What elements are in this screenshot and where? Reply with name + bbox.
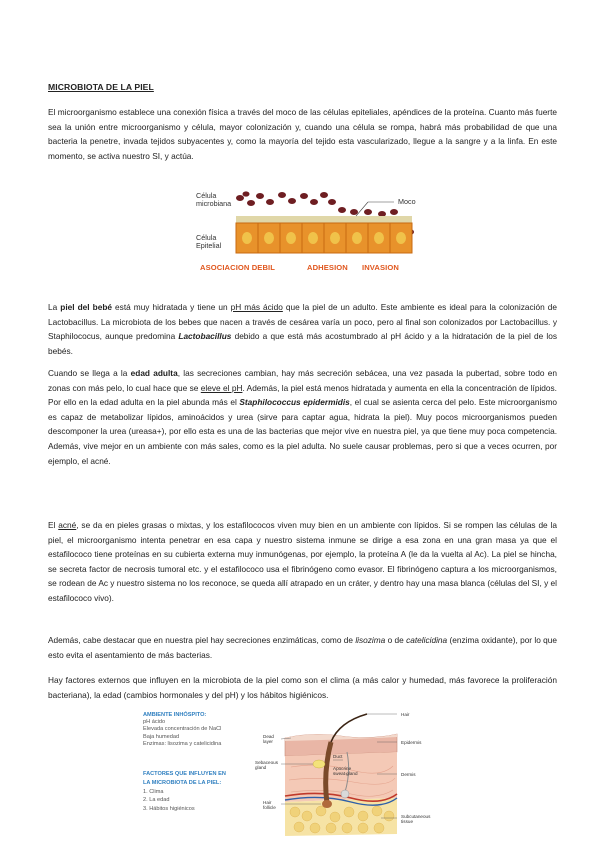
- paragraph-adult-skin: Cuando se llega a la edad adulta, las secreciones cambian, hay más secreción sebácea, una vez pasada la pubertad, sobre todo en zonas con más pelo, lo cual hace que se eleve el pH. Además, la piel está menos hidratada y aumenta en ella la concentración de lípidos. Por ello en la edad adulta en la piel abunda más el Staphilococcus epidermidis, el cual se asienta cerca del pelo. Este microorganismo es capaz de metabolizar lípidos, aminoácidos y urea (sirve para captar agua, hidrata la piel). Muy pocos microorganismos pueden descomponer la urea (ureasa+), por ello esta es una de las bacterias que mejor vive en nuestra piel, ya que tiene muy poca competencia. Además, vive mejor en un ambiente con más sales, como es la piel adulta. No suele causar problemas, pero si que a veces ocurren, por ejemplo, el acné.: [48, 368, 557, 466]
- tag-duct: Duct: [333, 754, 343, 759]
- label-epithelial-cell: Célula Epitelial: [196, 233, 222, 250]
- paragraph-external-factors: Hay factores externos que influyen en la microbiota de la piel como son el clima (a más calor y humedad, más favorece la proliferación bacteriana), la edad (cambios hormonales y del pH) y los hábitos higiénicos.: [48, 675, 557, 700]
- caption-adhesion: ADHESION: [307, 263, 348, 272]
- adhesion-figure: [196, 190, 432, 274]
- caption-weak-association: ASOCIACION DEBIL: [200, 263, 276, 272]
- tag-sebaceous-gland: Sebaceous gland: [255, 760, 278, 771]
- tag-hair-follicle: Hair follicle: [263, 800, 276, 811]
- epithelial-cells: [236, 223, 412, 253]
- hostile-environment-list: AMBIENTE INHÓSPITO: pH ácido Elevada concentración de NaCl Baja humedad Enzimas: lisozima y catelicidina: [143, 712, 222, 747]
- paragraph-baby-skin: La piel del bebé está muy hidratada y tiene un pH más ácido que la piel de un adulto. Este ambiente es ideal para la colonización de Lactobacillus. La microbiota de los bebes que nacen a través de cesárea varía un poco, pero al final son colonizados por Lactobacillus. y Staphilococus, aunque predomina Lactobacillus debido a que está más acostumbrado al pH ácido y a la hidratación de la piel de los bebés.: [48, 302, 557, 356]
- skin-figure: [143, 712, 443, 842]
- factors-list: FACTORES QUE INFLUYEN EN LA MICROBIOTA DE LA PIEL: 1. Clima 2. La edad 3. Hábitos higiénicos: [143, 771, 226, 813]
- tag-subcutaneous-tissue: Subcutaneous tissue: [401, 814, 431, 825]
- tag-apocrine-sweat-gland: Apocrine sweat gland: [333, 766, 358, 777]
- tag-dermis: Dermis: [401, 772, 416, 777]
- tag-epidermis: Epidermis: [401, 740, 422, 745]
- mucus-layer: [236, 216, 412, 223]
- tag-dead-layer: Dead layer: [263, 734, 274, 745]
- caption-invasion: INVASION: [362, 263, 399, 272]
- paragraph-acne: El acné, se da en pieles grasas o mixtas, y los estafilococos viven muy bien en un ambiente con lípidos. Si se rompen las células de la piel, el microorganismo intenta penetrar en esa capa y nuestro sistema inmune se dirige a esa zona en una gran masa ya que el estafilococo tiene proteínas en su cubierta externa muy inmunógenas, por ejemplo, la proteína A (le da la vuelta al Ac). La piel se hincha, se secreta factor de necrosis tumoral etc. y el estafilococo usa el fibrinógeno como evasor. El fibrinógeno captura a los microorganismos, se rodean de Ac y nuestro sistema no los reconoce, se queda allí atrapado en un cráter, y dentro hay una masa blanca (células del SI, y el estafilococo vivo).: [48, 520, 557, 603]
- paragraph-enzymes: Además, cabe destacar que en nuestra piel hay secreciones enzimáticas, como de lisozima o de catelicidina (enzima oxidante), por lo que esto evita el asentamiento de más bacterias.: [48, 635, 558, 660]
- page-title: MICROBIOTA DE LA PIEL: [48, 82, 154, 92]
- paragraph-intro: El microorganismo establece una conexión física a través del moco de las células epiteliales, apéndices de la proteína. Cuanto más fuerte sea la unión entre microorganismo y célula, mayor colonización y, cuando una célula se rompa, habrá más probabilidad de que una bacteria la penetre, invada tejidos subyacentes y, como la mayoría del tejido esta vascularizado, llegue a la sangre y a la linfa. En este momento, se activa nuestro SI, y actúa.: [48, 107, 557, 161]
- label-mucus: Moco: [398, 197, 416, 206]
- tag-hair: Hair: [401, 712, 410, 717]
- label-microbial-cell: Célula microbiana: [196, 191, 232, 208]
